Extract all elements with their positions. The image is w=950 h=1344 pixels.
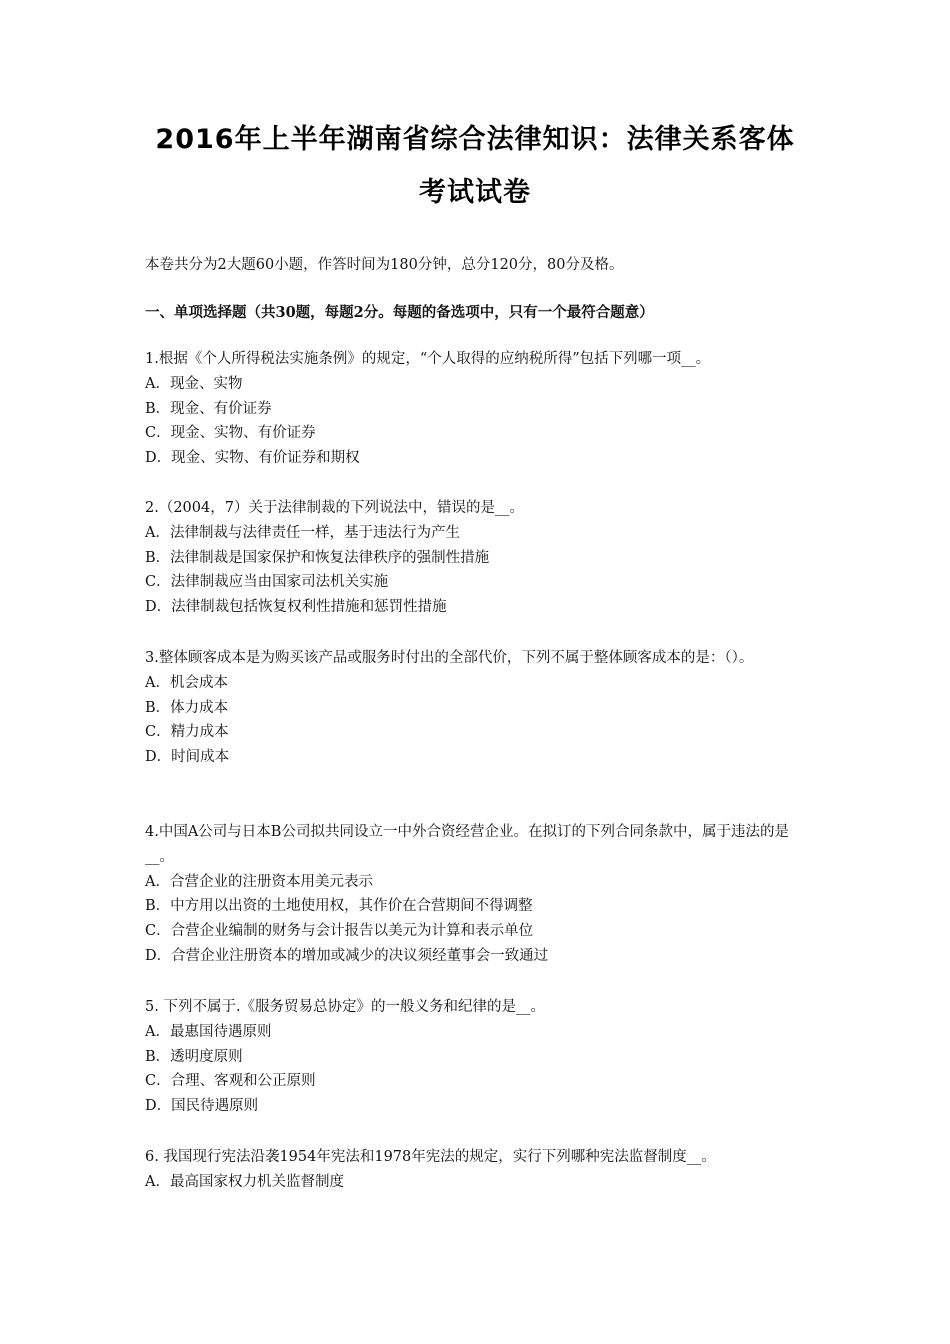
option-b: B．法律制裁是国家保护和恢复法律秩序的强制性措施 — [145, 549, 490, 566]
option-c: C．合营企业编制的财务与会计报告以美元为计算和表示单位 — [145, 923, 534, 940]
option-c: C．精力成本 — [145, 724, 229, 741]
question-stem: 3.整体顾客成本是为购买该产品或服务时付出的全部代价，下列不属于整体顾客成本的是：（）。 — [145, 650, 754, 666]
question-1 — [145, 347, 810, 471]
option-a: A．合营企业的注册资本用美元表示 — [145, 873, 373, 890]
document-title-line-2: 考试试卷 — [419, 177, 531, 208]
question-4 — [145, 820, 810, 969]
option-d: D．时间成本 — [145, 749, 230, 766]
option-b: B．透明度原则 — [145, 1048, 243, 1065]
option-d: D．法律制裁包括恢复权利性措施和惩罚性措施 — [145, 599, 447, 616]
option-b: B．体力成本 — [145, 699, 229, 716]
question-6 — [145, 1145, 810, 1195]
option-c: C．法律制裁应当由国家司法机关实施 — [145, 574, 389, 591]
section-heading: 一、单项选择题（共30题，每题2分。每题的备选项中，只有一个最符合题意） — [145, 304, 654, 321]
option-a: A．最惠国待遇原则 — [145, 1023, 272, 1040]
document-title-line-1: 2016年上半年湖南省综合法律知识：法律关系客体 — [155, 124, 795, 155]
option-c: C．现金、实物、有价证券 — [145, 425, 316, 442]
option-d: D．合营企业注册资本的增加或减少的决议须经董事会一致通过 — [145, 947, 549, 964]
option-b: B．现金、有价证券 — [145, 400, 272, 417]
question-stem: 5. 下列不属于.《服务贸易总协定》的一般义务和纪律的是__。 — [145, 999, 546, 1015]
option-d: D．现金、实物、有价证券和期权 — [145, 450, 360, 467]
option-a: A．现金、实物 — [145, 375, 243, 392]
question-2 — [145, 496, 810, 620]
option-d: D．国民待遇原则 — [145, 1098, 259, 1115]
question-stem: 2.（2004，7）关于法律制裁的下列说法中，错误的是__。 — [145, 500, 524, 516]
option-c: C．合理、客观和公正原则 — [145, 1073, 316, 1090]
option-a: A．机会成本 — [145, 674, 228, 691]
question-stem: 6. 我国现行宪法沿袭1954年宪法和1978年宪法的规定，实行下列哪种宪法监督制度__。 — [145, 1149, 716, 1165]
question-stem: 4.中国A公司与日本B公司拟共同设立一中外合资经营企业。在拟订的下列合同条款中，属于违法的是__。 — [145, 824, 789, 865]
exam-intro: 本卷共分为2大题60小题，作答时间为180分钟，总分120分，80分及格。 — [145, 257, 624, 273]
option-b: B．中方用以出资的土地使用权，其作价在合营期间不得调整 — [145, 898, 533, 915]
question-3 — [145, 646, 810, 770]
question-stem: 1.根据《个人所得税法实施条例》的规定，“个人取得的应纳税所得”包括下列哪一项__。 — [145, 351, 711, 367]
option-a: A．最高国家权力机关监督制度 — [145, 1173, 344, 1190]
question-5 — [145, 995, 810, 1119]
option-a: A．法律制裁与法律责任一样，基于违法行为产生 — [145, 524, 460, 541]
